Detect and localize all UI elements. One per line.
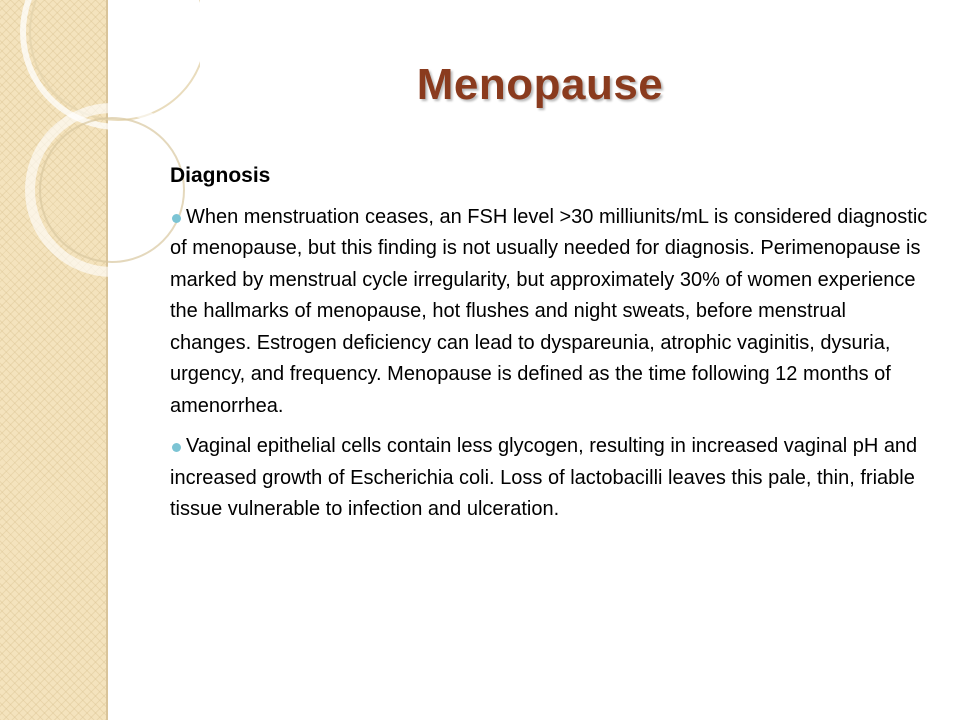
bullet-dot-icon [172, 443, 181, 452]
section-heading: Diagnosis [170, 164, 271, 187]
slide-title: Menopause [416, 60, 664, 109]
bullet-item [170, 431, 932, 526]
bullet-item [170, 202, 932, 423]
slide-body [170, 160, 932, 535]
bullet-dot-icon [172, 214, 181, 223]
bullet-text: Vaginal epithelial cells contain less glycogen, resulting in increased vaginal pH and increased growth of Escherichia coli. Loss of lactobacilli leaves this pale, thin, friable tissue vulnerable to infection and ulceration. [170, 435, 918, 520]
bullet-text: When menstruation ceases, an FSH level >30 milliunits/mL is considered diagnostic of menopause, but this finding is not usually needed for diagnosis. Perimenopause is marked by menstrual cycle irregularity, but approximately 30% of women experience the hallmarks of menopause, hot flushes and night sweats, before menstrual changes. Estrogen deficiency can lead to dyspareunia, atrophic vaginitis, dysuria, urgency, and frequency. Menopause is defined as the time following 12 months of amenorrhea. [170, 205, 928, 417]
